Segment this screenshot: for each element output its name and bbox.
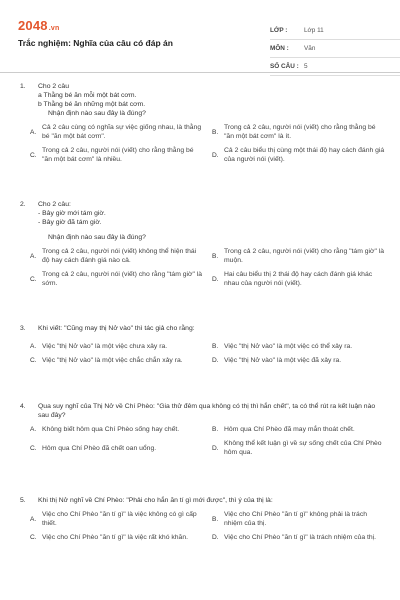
question-number: 1. xyxy=(20,83,26,90)
option-b[interactable] xyxy=(212,425,386,434)
option-b[interactable] xyxy=(212,123,386,141)
question-number: 2. xyxy=(20,201,26,208)
option-a[interactable] xyxy=(30,123,204,141)
option-text: Việc "thị Nở vào" là một việc có thể xảy ra. xyxy=(224,343,353,350)
question-line: - Bây giờ mới tám giờ. xyxy=(38,210,106,217)
option-text: Hôm qua Chí Phèo đã may mắn thoát chết. xyxy=(224,426,355,433)
question-line: - Bây giờ đã tám giờ. xyxy=(38,219,102,226)
question-line: Cho 2 câu xyxy=(38,83,69,90)
option-c[interactable] xyxy=(30,356,204,365)
option-text: Việc cho Chí Phèo "ăn tí gì" là trách nhiệm của thị. xyxy=(224,534,377,541)
option-a[interactable] xyxy=(30,425,204,434)
question-line: Khi thị Nở nghĩ về Chí Phèo: "Phải cho hắn ăn tí gì mới được", thì ý của thị là: xyxy=(38,497,273,504)
question-instruction: Nhận định nào sau đây là đúng? xyxy=(48,234,146,241)
option-letter: B. xyxy=(212,252,219,260)
option-c[interactable] xyxy=(30,439,204,457)
option-d[interactable] xyxy=(212,533,386,542)
option-letter: A. xyxy=(30,426,37,433)
question-2 xyxy=(14,200,386,324)
meta-row-grade xyxy=(270,22,400,40)
question-5 xyxy=(14,496,386,586)
option-text: Trong cả 2 câu, người nói (viết) cho rằng thằng bé "ăn một bát cơm" là nhiều. xyxy=(42,147,194,163)
header xyxy=(14,6,386,74)
option-text: Cả 2 câu biểu thị cùng một thái độ hay cách đánh giá của người nói (viết). xyxy=(224,147,385,163)
option-a[interactable] xyxy=(30,342,204,351)
options xyxy=(14,425,386,457)
question-text xyxy=(38,402,386,420)
question-list xyxy=(14,82,386,586)
question-line: Khi viết: "Cũng may thị Nở vào" thì tác giả cho rằng: xyxy=(38,325,195,332)
option-letter: A. xyxy=(30,252,37,260)
meta-value: Lớp 11 xyxy=(304,27,324,34)
options xyxy=(14,342,386,365)
option-letter: B. xyxy=(212,426,219,433)
option-letter: B. xyxy=(212,128,219,136)
option-text: Việc "thị Nở vào" là một việc chắc chắn xảy ra. xyxy=(42,357,183,364)
options xyxy=(14,510,386,542)
option-text: Việc cho Chí Phèo "ăn tí gì" là việc không có gì cấp thiết. xyxy=(42,511,197,527)
question-number: 4. xyxy=(20,403,26,410)
quiz-title: Trắc nghiệm: Nghĩa của câu có đáp án xyxy=(18,38,173,48)
option-text: Việc cho Chí Phèo "ăn tí gì" là việc rất khó khăn. xyxy=(42,534,189,541)
option-letter: D. xyxy=(212,357,219,364)
option-d[interactable] xyxy=(212,270,386,288)
question-text xyxy=(38,82,386,118)
option-letter: A. xyxy=(30,343,37,350)
question-4 xyxy=(14,402,386,496)
option-letter: D. xyxy=(212,444,219,452)
option-letter: D. xyxy=(212,534,219,541)
option-letter: A. xyxy=(30,128,37,136)
option-text: Hai câu biểu thị 2 thái độ hay cách đánh giá khác nhau của người nói (viết). xyxy=(224,271,373,287)
option-text: Hôm qua Chí Phèo đã chết oan uổng. xyxy=(42,444,157,452)
header-divider xyxy=(0,72,400,73)
option-a[interactable] xyxy=(30,247,204,265)
option-letter: D. xyxy=(212,151,219,159)
option-b[interactable] xyxy=(212,247,386,265)
option-letter: C. xyxy=(30,444,37,452)
question-text xyxy=(38,324,386,333)
quiz-meta xyxy=(270,22,400,76)
option-c[interactable] xyxy=(30,270,204,288)
question-3 xyxy=(14,324,386,402)
option-letter: B. xyxy=(212,343,219,350)
option-letter: D. xyxy=(212,275,219,283)
option-d[interactable] xyxy=(212,439,386,457)
logo-text: 2048 xyxy=(18,18,48,33)
question-line: Qua suy nghĩ của Thị Nở về Chí Phèo: "Gia thử đêm qua không có thị thì hắn chết", ta có thể rút ra kết luận nào sau đây? xyxy=(38,403,378,419)
option-text: Không biết hôm qua Chí Phèo sống hay chết. xyxy=(42,426,180,433)
option-letter: B. xyxy=(212,515,219,523)
option-d[interactable] xyxy=(212,146,386,164)
meta-label: MÔN : xyxy=(270,45,289,52)
options xyxy=(14,123,386,164)
question-line: Cho 2 câu: xyxy=(38,201,71,208)
meta-value: 5 xyxy=(304,63,308,70)
option-b[interactable] xyxy=(212,342,386,351)
meta-row-count xyxy=(270,58,400,76)
meta-row-subject xyxy=(270,40,400,58)
question-number: 5. xyxy=(20,497,26,504)
options xyxy=(14,247,386,288)
option-text: Trong cả 2 câu, người nói (viết) không thể hiện thái độ hay cách đánh giá nào cả. xyxy=(42,248,197,264)
logo-suffix: .vn xyxy=(48,25,60,32)
option-text: Cả 2 câu cùng có nghĩa sự việc giống nhau, là thằng bé "ăn một bát cơm". xyxy=(42,124,202,140)
option-text: Trong cả 2 câu, người nói (viết) cho rằng thằng bé "ăn một bát cơm" là ít. xyxy=(224,124,376,140)
option-c[interactable] xyxy=(30,533,204,542)
question-text xyxy=(38,200,386,242)
option-letter: C. xyxy=(30,275,37,283)
question-1 xyxy=(14,82,386,200)
option-letter: C. xyxy=(30,151,37,159)
meta-label: LỚP : xyxy=(270,27,288,34)
meta-label: SỐ CÂU : xyxy=(270,63,299,70)
option-text: Trong cả 2 câu, người nói (viết) cho rằng "tám giờ" là sớm. xyxy=(42,271,203,287)
option-c[interactable] xyxy=(30,146,204,164)
option-text: Không thể kết luận gì về sự sống chết của Chí Phèo hôm qua. xyxy=(224,440,382,456)
meta-value: Văn xyxy=(304,45,316,52)
question-number: 3. xyxy=(20,325,26,332)
question-text xyxy=(38,496,386,505)
site-logo[interactable] xyxy=(18,18,59,33)
option-letter: A. xyxy=(30,515,37,523)
question-instruction: Nhận định nào sau đây là đúng? xyxy=(48,110,146,117)
option-d[interactable] xyxy=(212,356,386,365)
option-letter: C. xyxy=(30,534,37,541)
option-b[interactable] xyxy=(212,510,386,528)
option-text: Việc cho Chí Phèo "ăn tí gì" không phải là trách nhiệm của thị. xyxy=(224,511,367,527)
question-line: a Thằng bé ăn mỗi một bát cơm. xyxy=(38,92,137,99)
option-a[interactable] xyxy=(30,510,204,528)
option-text: Trong cả 2 câu, người nói (viết) cho rằng "tám giờ" là muộn. xyxy=(224,248,385,264)
option-text: Việc "thị Nở vào" là một việc đã xảy ra. xyxy=(224,357,342,364)
option-text: Việc "thị Nở vào" là một việc chưa xảy ra. xyxy=(42,343,168,350)
question-line: b Thằng bé ăn những một bát cơm. xyxy=(38,101,146,108)
option-letter: C. xyxy=(30,357,37,364)
